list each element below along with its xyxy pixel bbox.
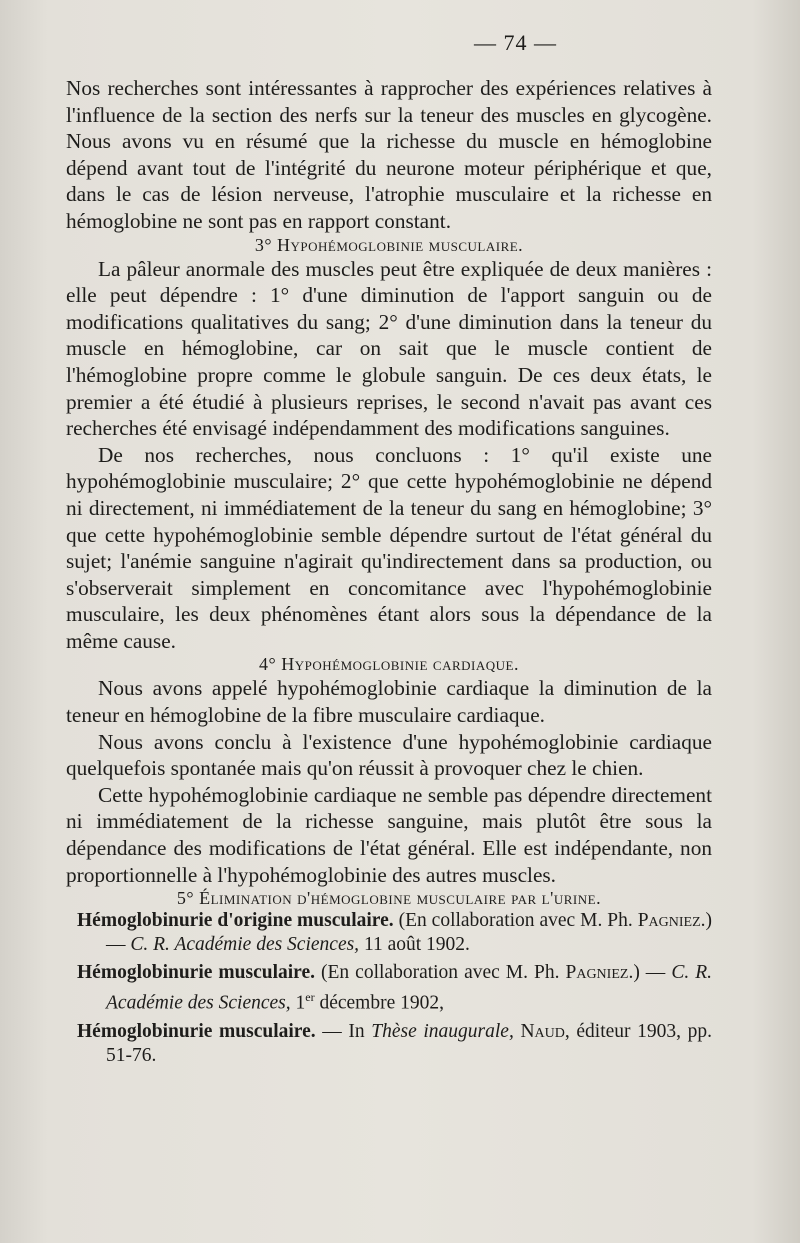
reference-title: Hémoglobinurie musculaire.	[77, 1020, 316, 1042]
section-3-title: Hypohémoglobinie musculaire.	[277, 234, 524, 255]
section-4-paragraph: Nous avons appelé hypohémoglobinie cardiaque la diminution de la teneur en hémoglobine de la fibre musculaire cardiaque.	[66, 676, 712, 728]
section-4-title: Hypohémoglobinie cardiaque.	[281, 654, 519, 675]
intro-paragraph: Nos recherches sont intéressantes à rapprocher des expériences relatives à l'influence de la section des nerfs sur la teneur des muscles en glycogène. Nous avons vu en résumé que la richesse du muscle en hémoglobine dépend avant tout de l'intégrité du neurone moteur périphérique et que, dans le cas de lésion nerveuse, l'atrophie musculaire et la richesse en hémoglobine ne sont pas en rapport constant.	[66, 76, 712, 233]
reference-pages: , éditeur 1903, pp. 51-76.	[106, 1020, 713, 1066]
reference-day: 1	[290, 992, 306, 1014]
section-4-heading	[66, 654, 712, 675]
reference-title: Hémoglobinurie d'origine musculaire.	[77, 910, 394, 932]
section-3-paragraph: De nos recherches, nous concluons : 1° qu'il existe une hypohémoglobinie musculaire; 2° que cette hypohémoglobinie ne dépend ni directement, ni immédiatement de la teneur du sang en hémoglobine; 3° que cette hypohémoglobinie semble dépendre surtout de l'état général du sujet; l'anémie sanguine n'agirait qu'indirectement dans sa production, ou s'observerait simplement en concomitance avec l'hypohémoglobinie musculaire, les deux phénomènes étant alors sous la dépendance de la même cause.	[66, 442, 712, 653]
section-4-number: 4°	[259, 654, 277, 675]
reference-source: Thèse inaugurale,	[371, 1020, 514, 1042]
reference-author: Naud	[520, 1020, 565, 1042]
reference-collaboration: (En collaboration avec M. Ph.	[315, 962, 566, 984]
section-3-number: 3°	[254, 234, 273, 255]
section-3-paragraph: La pâleur anormale des muscles peut être expliquée de deux manières : elle peut dépendre : 1° d'une diminution de l'apport sanguin ou de modifications qualitatives du sang; 2° d'une diminution dans la teneur du muscle en hémoglobine, car on sait que le muscle contient de l'hémoglobine propre comme le globule sanguin. De ces deux états, le premier a été étudié à plusieurs reprises, le second n'avait pas avant ces recherches été envisagé indépendamment des modifications sanguines.	[66, 256, 712, 441]
reference-title: Hémoglobinurie musculaire.	[77, 962, 316, 984]
section-5-heading	[66, 888, 712, 909]
reference-author: Pagniez	[565, 962, 629, 984]
section-4-paragraph: Cette hypohémoglobinie cardiaque ne semble pas dépendre directement ni immédiatement de la richesse sanguine, mais plutôt être sous la dépendance des modifications de l'état général. Elle est indépendante, non proportionnelle à l'hypohémoglobinie des autres muscles.	[66, 782, 712, 887]
reference-separator: .) —	[106, 910, 713, 956]
section-3-heading	[66, 235, 712, 256]
page-number: — 74 —	[474, 30, 557, 55]
reference-source: C. R. Académie des Sciences,	[130, 934, 360, 956]
section-5-number: 5°	[176, 888, 195, 909]
reference-separator: .) —	[628, 962, 672, 984]
section-4-paragraph: Nous avons conclu à l'existence d'une hypohémoglobinie cardiaque quelquefois spontanée mais qu'on réussit à provoquer chez le chien.	[66, 729, 712, 781]
reference-date: décembre 1902,	[314, 992, 444, 1014]
reference-source: C. R. Académie des Sciences,	[106, 962, 713, 1014]
reference-entry	[66, 1020, 712, 1068]
reference-author: Pagniez	[637, 910, 701, 932]
reference-entry	[66, 909, 712, 957]
section-5-title: Élimination d'hémoglobine musculaire par l'urine.	[199, 888, 602, 909]
reference-entry	[66, 961, 712, 1016]
reference-collaboration: (En collaboration avec M. Ph.	[393, 910, 638, 932]
reference-date: 11 août 1902.	[359, 934, 470, 956]
reference-ordinal: er	[305, 990, 315, 1005]
reference-prefix: — In	[315, 1020, 372, 1042]
